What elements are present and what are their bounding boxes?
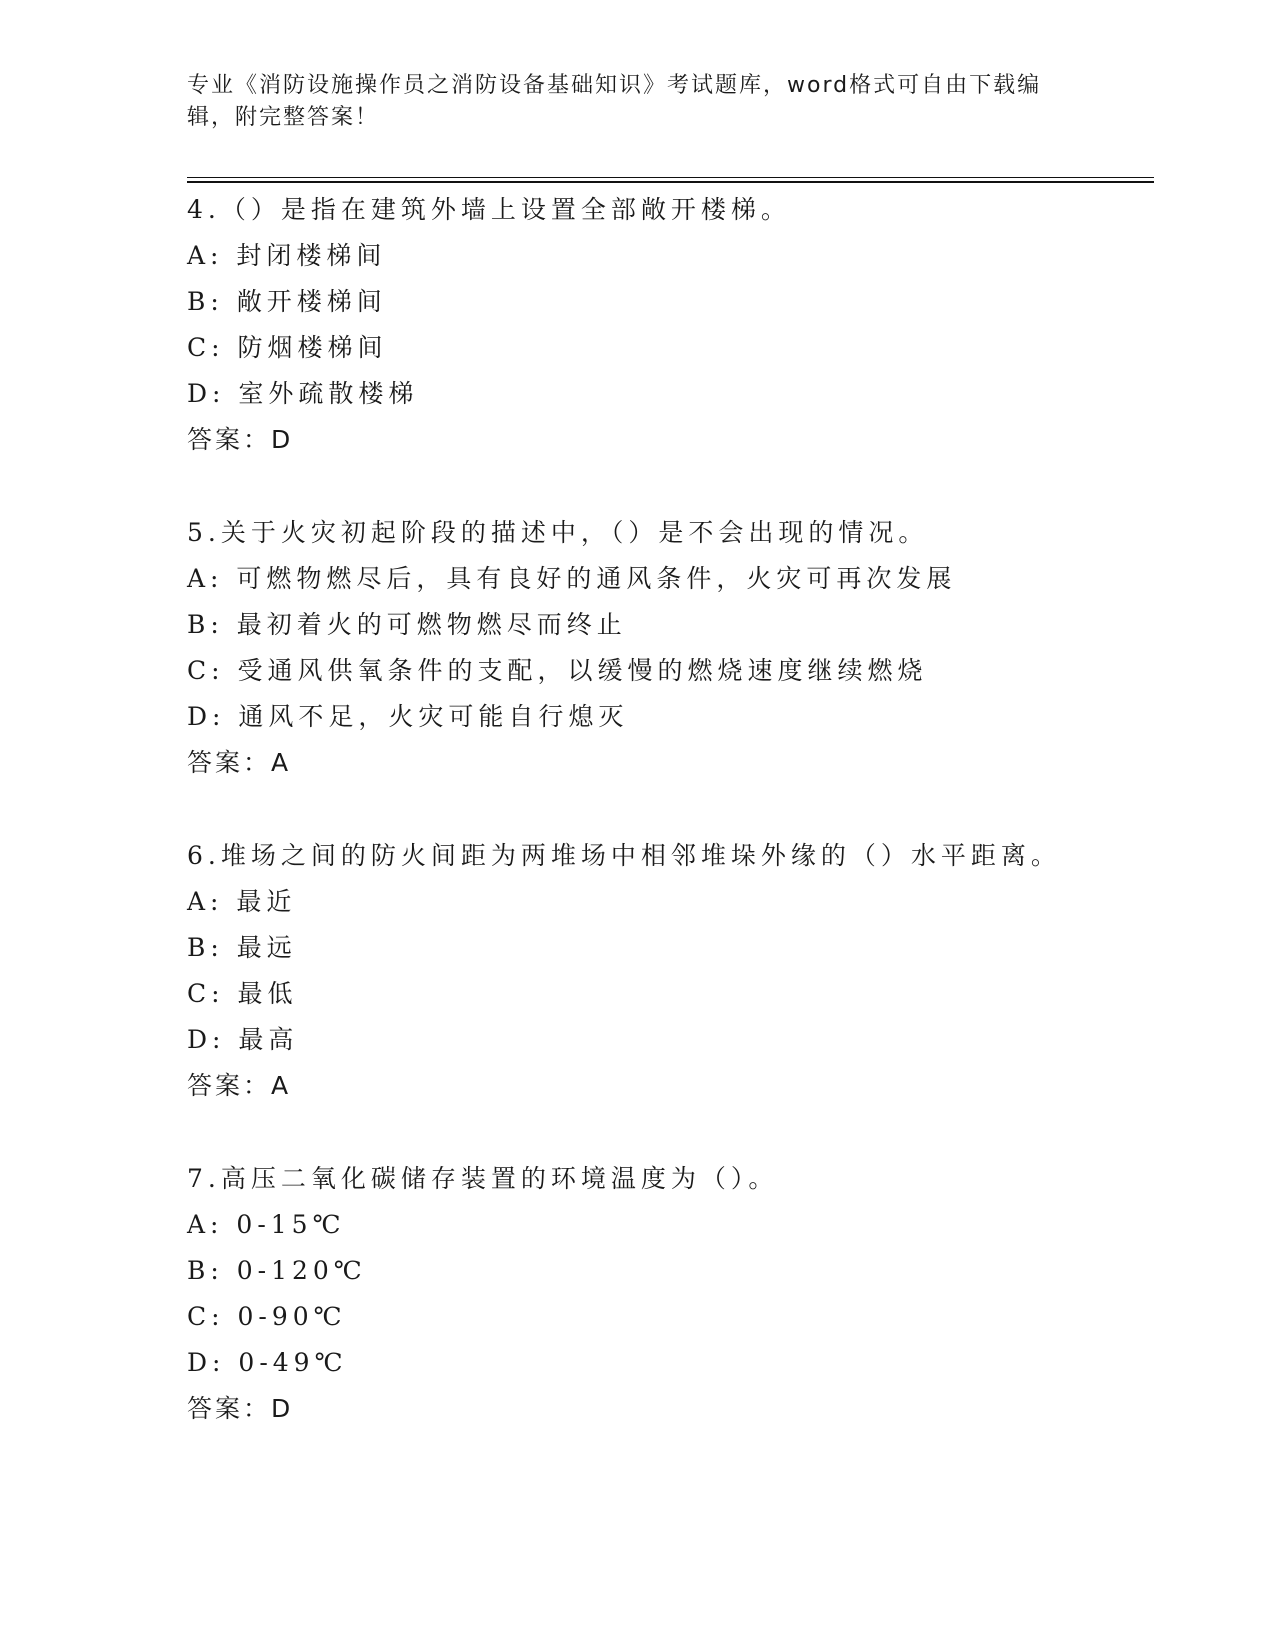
option-c: C: 最低 xyxy=(187,979,298,1008)
answer-line: 答案：D xyxy=(187,425,294,454)
option-b: B: 敞开楼梯间 xyxy=(187,287,387,316)
answer-line: 答案：D xyxy=(187,1394,294,1423)
question-7 xyxy=(187,1156,1147,1432)
question-stem: 5.关于火灾初起阶段的描述中，（）是不会出现的情况。 xyxy=(187,518,929,547)
question-stem: 7.高压二氧化碳储存装置的环境温度为（）。 xyxy=(187,1164,779,1193)
option-a: A: 可燃物燃尽后，具有良好的通风条件，火灾可再次发展 xyxy=(187,564,957,593)
question-4 xyxy=(187,187,1147,463)
option-d: D: 室外疏散楼梯 xyxy=(187,379,419,408)
header-divider-thin xyxy=(187,177,1154,178)
document-header xyxy=(187,70,1067,134)
answer-line: 答案：A xyxy=(187,748,292,777)
question-list xyxy=(187,187,1147,1479)
question-stem: 6.堆场之间的防火间距为两堆场中相邻堆垛外缘的（）水平距离。 xyxy=(187,841,1061,870)
question-5 xyxy=(187,510,1147,786)
question-stem: 4.（）是指在建筑外墙上设置全部敞开楼梯。 xyxy=(187,195,791,224)
option-b: B: 最远 xyxy=(187,933,297,962)
option-c: C: 0-90℃ xyxy=(187,1302,347,1331)
header-line-1: 专业《消防设施操作员之消防设备基础知识》考试题库，word格式可自由下载编 xyxy=(187,73,1042,98)
option-d: D: 最高 xyxy=(187,1025,299,1054)
option-a: A: 0-15℃ xyxy=(187,1210,346,1239)
option-c: C: 防烟楼梯间 xyxy=(187,333,388,362)
option-a: A: 封闭楼梯间 xyxy=(187,241,387,270)
option-a: A: 最近 xyxy=(187,887,297,916)
question-6 xyxy=(187,833,1147,1109)
option-b: B: 最初着火的可燃物燃尽而终止 xyxy=(187,610,627,639)
option-c: C: 受通风供氧条件的支配，以缓慢的燃烧速度继续燃烧 xyxy=(187,656,928,685)
answer-line: 答案：A xyxy=(187,1071,292,1100)
option-b: B: 0-120℃ xyxy=(187,1256,367,1285)
option-d: D: 通风不足，火灾可能自行熄灭 xyxy=(187,702,629,731)
option-d: D: 0-49℃ xyxy=(187,1348,348,1377)
header-line-2: 辑，附完整答案！ xyxy=(187,105,380,130)
header-divider-thick xyxy=(187,181,1154,183)
